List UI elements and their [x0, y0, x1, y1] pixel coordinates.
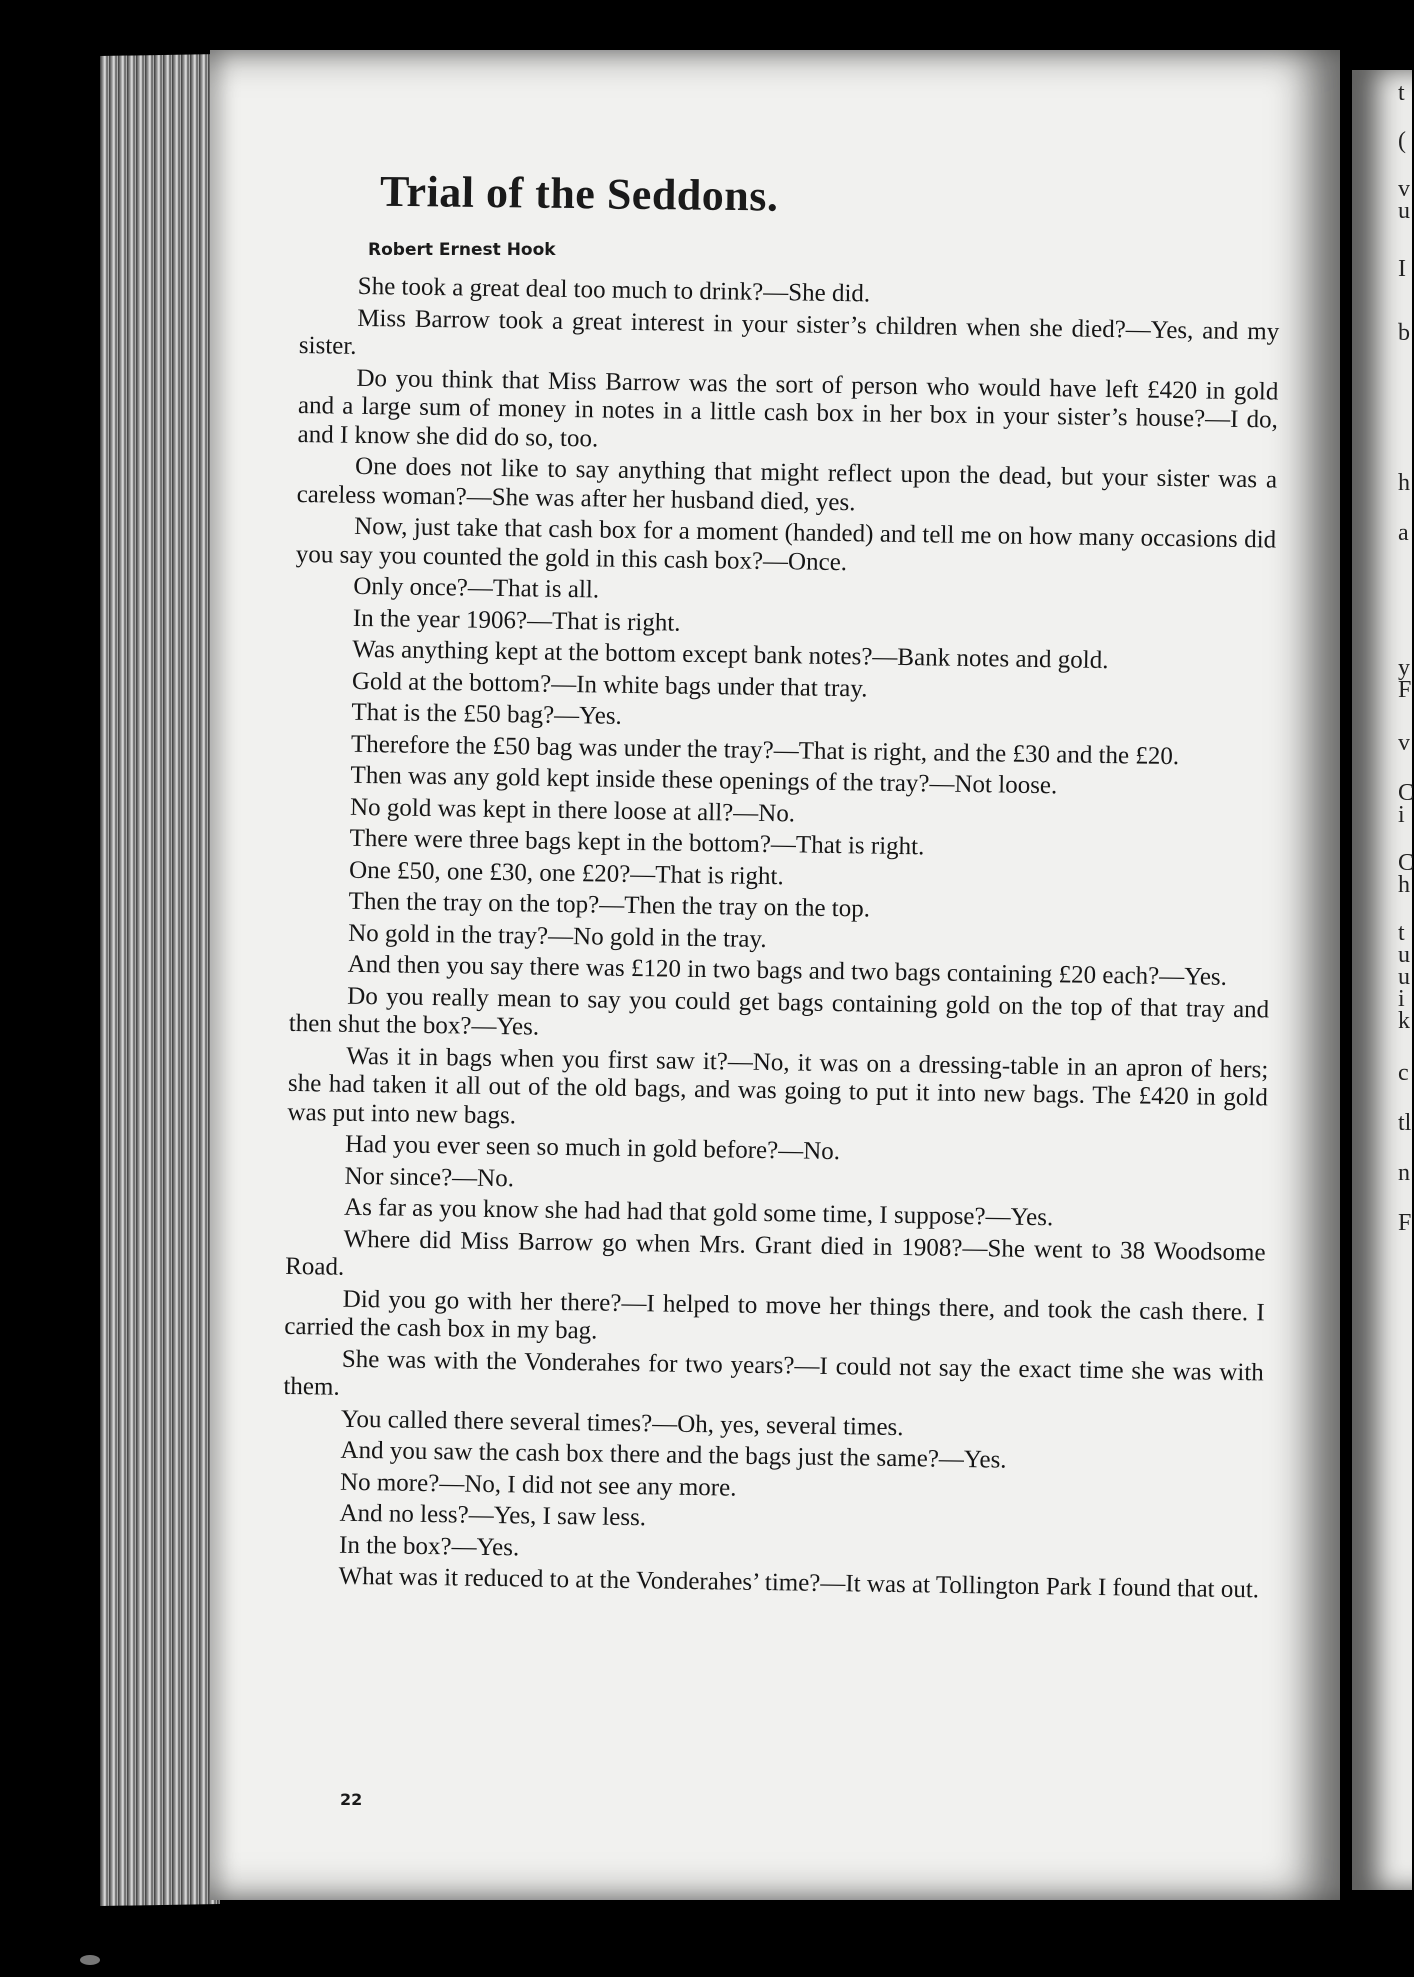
facing-letter: k: [1398, 1008, 1410, 1034]
facing-letter: b: [1398, 320, 1410, 346]
paragraph: Do you think that Miss Barrow was the sort of person who would have left £420 in gold and a large sum of money in notes in a little cash box in her box in your sister’s house?—I do, and I know she did do so, too.: [297, 364, 1279, 452]
facing-letter: u: [1398, 964, 1410, 990]
running-head: Robert Ernest Hook: [368, 240, 556, 260]
paragraph: Then was any gold kept inside these openings of the tray?—Not loose.: [350, 761, 1058, 800]
facing-letter: (: [1398, 128, 1406, 154]
paragraph: What was it reduced to at the Vonderahes’ time?—It was at Tollington Park I found that out.: [338, 1562, 1260, 1604]
facing-letter: C: [1398, 780, 1414, 806]
paragraph: Had you ever seen so much in gold before?—No.: [344, 1130, 841, 1166]
paragraph: Do you really mean to say you could get bags containing gold on the top of that tray and then shut the box?—Yes.: [288, 982, 1270, 1041]
scan-smudge: [80, 1955, 100, 1965]
facing-letter: v: [1398, 176, 1410, 202]
facing-letter: t: [1398, 80, 1405, 106]
facing-letter: tl: [1398, 1110, 1412, 1136]
facing-letter: I: [1398, 256, 1406, 282]
facing-letter: h: [1398, 872, 1410, 898]
body-text: [280, 272, 1279, 1608]
facing-letter: v: [1398, 730, 1410, 756]
paragraph: No gold in the tray?—No gold in the tray.: [348, 919, 767, 953]
paragraph: And you saw the cash box there and the bags just the same?—Yes.: [340, 1436, 1007, 1474]
paragraph: As far as you know she had had that gold some time, I suppose?—Yes.: [343, 1193, 1054, 1232]
paragraph: Where did Miss Barrow go when Mrs. Grant died in 1908?—She went to 38 Woodsome Road.: [285, 1225, 1266, 1281]
paragraph: No more?—No, I did not see any more.: [339, 1468, 737, 1502]
paragraph: Did you go with her there?—I helped to move her things there, and took the cash there. I carried the cash box in my bag.: [284, 1285, 1265, 1345]
paragraph: Now, just take that cash box for a moment (handed) and tell me on how many occasions did you say you counted the gold in this cash box?—Once.: [295, 512, 1277, 576]
paragraph: Therefore the £50 bag was under the tray?—That is right, and the £30 and the £20.: [350, 730, 1180, 770]
facing-letter: i: [1398, 802, 1405, 828]
paragraph: Only once?—That is all.: [353, 572, 600, 604]
paragraph: No gold was kept in there loose at all?—No.: [349, 793, 796, 827]
paragraph: You called there several times?—Oh, yes, several times.: [340, 1405, 904, 1441]
facing-letter: y: [1398, 655, 1410, 681]
page-number: 22: [340, 1790, 363, 1809]
book-page-edges: [100, 54, 220, 1906]
paragraph: Gold at the bottom?—In white bags under that tray.: [351, 667, 868, 702]
paragraph: In the box?—Yes.: [338, 1531, 520, 1561]
paragraph: And no less?—Yes, I saw less.: [339, 1499, 647, 1532]
paragraph: Then the tray on the top?—Then the tray on the top.: [348, 887, 871, 923]
paragraph: She was with the Vonderahes for two years?—I could not say the exact time she was with them.: [283, 1345, 1264, 1401]
paragraph: Nor since?—No.: [344, 1162, 515, 1192]
paragraph: And then you say there was £120 in two bags and two bags containing £20 each?—Yes.: [347, 950, 1228, 991]
paragraph: She took a great deal too much to drink?—She did.: [357, 272, 871, 308]
facing-letter: F: [1398, 677, 1412, 703]
facing-letter: F: [1398, 1210, 1412, 1236]
paragraph: There were three bags kept in the bottom?—That is right.: [349, 824, 925, 861]
paragraph: One does not like to say anything that might reflect upon the dead, but your sister was a careless woman?—She was after her husband died, yes.: [296, 452, 1278, 516]
facing-letter: i: [1398, 986, 1405, 1012]
paragraph: Miss Barrow took a great interest in your sister’s children when she died?—Yes, and my sister.: [298, 304, 1280, 360]
facing-letter: u: [1398, 942, 1410, 968]
paragraph: That is the £50 bag?—Yes.: [351, 698, 623, 730]
facing-letter: u: [1398, 198, 1410, 224]
facing-letter: a: [1398, 520, 1409, 546]
facing-letter: c: [1398, 1060, 1409, 1086]
facing-letter: n: [1398, 1160, 1410, 1186]
page-title: Trial of the Seddons.: [379, 166, 779, 221]
facing-letter: C: [1398, 850, 1414, 876]
paragraph: Was anything kept at the bottom except bank notes?—Bank notes and gold.: [352, 635, 1109, 675]
paragraph: Was it in bags when you first saw it?—No, it was on a dressing-table in an apron of hers; she had taken it all out of the old bags, and was going to put it into new bags. The £420 in gold was put into new bags.: [287, 1042, 1269, 1129]
facing-letter: t: [1398, 920, 1405, 946]
facing-letter: h: [1398, 470, 1410, 496]
paragraph: One £50, one £30, one £20?—That is right.: [348, 856, 784, 890]
paragraph: In the year 1906?—That is right.: [352, 604, 681, 637]
